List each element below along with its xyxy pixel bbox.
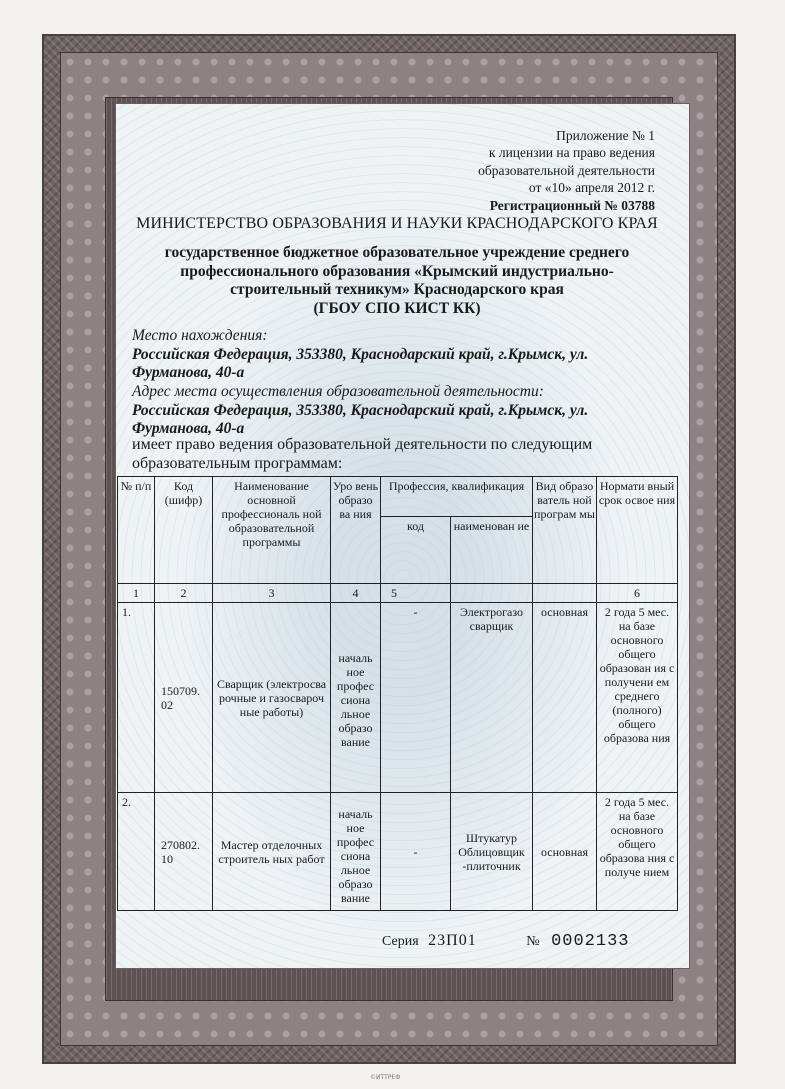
series-block bbox=[382, 932, 630, 951]
ministry-title: МИНИСТЕРСТВО ОБРАЗОВАНИЯ И НАУКИ КРАСНОДАРСКОГО КРАЯ bbox=[136, 215, 658, 232]
activity-address-label: Адрес места осуществления образовательной деятельности: bbox=[132, 383, 544, 400]
registration-number: Регистрационный № 03788 bbox=[489, 197, 655, 213]
activity-address-value: Фурманова, 40-а bbox=[132, 420, 245, 438]
location-value: Фурманова, 40-а bbox=[132, 364, 245, 382]
printer-mark: ©ИТТРЕФ bbox=[370, 1074, 401, 1081]
table-row: 1. 150709. 02 Сварщик (электросва рочные и газосвароч ные работы) началь ное профес сиона льное образо вание - Электрогазо сварщик основная 2 года 5 мес. на базе основного общего образован ия с получени ем среднего (полного) общего образова ния bbox=[118, 603, 678, 793]
header-num: № п/п bbox=[118, 477, 155, 584]
appendix-header bbox=[478, 127, 655, 214]
header-profession: Профессия, квалификация bbox=[381, 477, 533, 517]
location-value: Российская Федерация, 353380, Краснодарский край, г.Крымск, ул. bbox=[132, 345, 589, 363]
location-label: Место нахождения: bbox=[132, 327, 268, 344]
appendix-line: к лицензии на право ведения bbox=[488, 145, 655, 161]
organization-name: государственное бюджетное образовательное учреждение среднего профессионального образования «Крымский индустриально- строительный техникум» Краснодарского края (ГБОУ СПО КИСТ КК) bbox=[164, 244, 630, 317]
appendix-date: от «10» апреля 2012 г. bbox=[528, 180, 655, 196]
programs-table bbox=[117, 476, 678, 911]
series-label: Серия bbox=[382, 934, 419, 949]
form-number: 0002133 bbox=[551, 932, 630, 951]
header-level: Уро вень образо ва ния bbox=[331, 477, 381, 584]
number-label: № bbox=[526, 934, 540, 949]
header-prof-name: наименован ие bbox=[451, 517, 533, 584]
header-program-name: Наименование основной профессиональ ной образовательной программы bbox=[213, 477, 331, 584]
series-code: 23П01 bbox=[428, 932, 477, 949]
activity-address-block bbox=[132, 383, 642, 439]
header-kind: Вид образо ватель ной програм мы bbox=[533, 477, 597, 584]
header-term: Нормати вный срок освое ния bbox=[597, 477, 678, 584]
intro-text: имеет право ведения образовательной деятельности по следующим образовательным программам: bbox=[132, 436, 593, 472]
activity-address-value: Российская Федерация, 353380, Краснодарский край, г.Крымск, ул. bbox=[132, 401, 589, 419]
header-prof-code: код bbox=[381, 517, 451, 584]
header-code: Код (шифр) bbox=[155, 477, 213, 584]
table-row: 2. 270802. 10 Мастер отделочных строитель ных работ началь ное профес сиона льное образо вание - Штукатур Облицовщик -плиточник основная 2 года 5 мес. на базе основного общего образова ния с получе нием bbox=[118, 793, 678, 911]
appendix-line: образовательной деятельности bbox=[478, 162, 655, 178]
appendix-line: Приложение № 1 bbox=[556, 128, 655, 143]
location-block bbox=[132, 327, 642, 383]
index-row: 1 2 3 4 5 6 bbox=[118, 584, 678, 603]
